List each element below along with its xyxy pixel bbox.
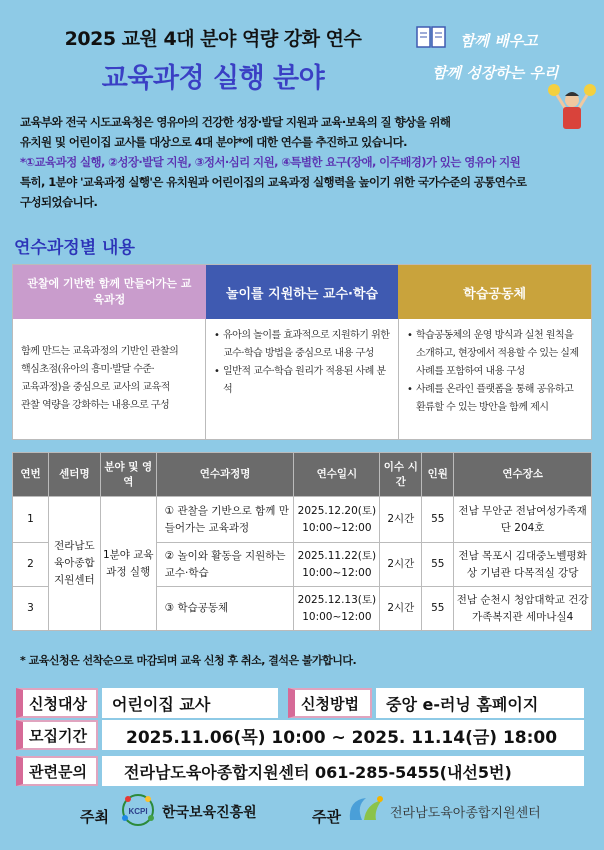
schedule-header-row [13, 453, 592, 497]
course-date: 2025.11.22(토) [297, 549, 377, 562]
book-icon [416, 24, 446, 50]
notice-text: * 교육신청은 선착순으로 마감되며 교육 신청 후 취소, 결석은 불가합니다. [20, 654, 357, 667]
organizer-org: 전라남도육아종합지원센터 [390, 806, 541, 821]
method-value: 중앙 e-러닝 홈페이지 [376, 688, 584, 718]
organizer-label: 주관 [312, 808, 341, 826]
course-hours: 2시간 [380, 497, 422, 543]
info-row-contact [16, 756, 592, 786]
row-number: 3 [13, 587, 49, 631]
section-title: 연수과정별 내용 [14, 238, 135, 258]
slogan-line2: 함께 성장하는 우리 [432, 64, 559, 82]
course-hours: 2시간 [380, 543, 422, 587]
program-col2-body [206, 319, 399, 439]
header-cell: 연수일시 [294, 453, 380, 497]
intro-line: 교육부와 전국 시도교육청은 영유아의 건강한 성장·발달 지원과 교육·보육의 질 향상을 위해 [20, 115, 451, 129]
program-col2-title: 놀이를 지원하는 교수·학습 [206, 265, 399, 319]
header-cell: 인원 [422, 453, 454, 497]
info-row-target-method [16, 688, 592, 718]
course-name: ① 관찰을 기반으로 함께 만들어가는 교육과정 [156, 497, 294, 543]
header-cell: 이수 시간 [380, 453, 422, 497]
table-row [13, 497, 592, 543]
program-col1-line: 함께 만드는 교육과정의 기반인 관찰의 [21, 346, 179, 357]
host-org: 한국보육진흥원 [162, 805, 257, 821]
course-time: 10:00~12:00 [302, 610, 372, 623]
program-col3-title: 학습공동체 [398, 265, 591, 319]
target-label: 신청대상 [16, 688, 98, 718]
contact-label: 관련문의 [16, 756, 98, 786]
row-number: 2 [13, 543, 49, 587]
program-col1-line: 핵심초점(유아의 흥미·발달 수준· [21, 364, 155, 375]
title-line2: 교육과정 실행 분야 [101, 63, 325, 94]
target-value: 어린이집 교사 [102, 688, 278, 718]
header-cell: 연번 [13, 453, 49, 497]
info-row-period [16, 720, 592, 750]
center-logo [346, 794, 386, 824]
course-time: 10:00~12:00 [302, 566, 372, 579]
program-content-table [12, 264, 592, 440]
course-people: 55 [422, 587, 454, 631]
program-col1-body [13, 319, 206, 439]
course-place: 전남 무안군 전남여성가족재단 204호 [454, 497, 592, 543]
course-name: ③ 학습공동체 [156, 587, 294, 631]
intro-line: 특히, 1분야 '교육과정 실행'은 유치원과 어린이집의 교육과정 실행력을 높이기 위한 국가수준의 공통연수로 [20, 175, 527, 189]
header-cell: 분야 및 영역 [100, 453, 156, 497]
intro-text [20, 112, 590, 212]
course-datetime [294, 543, 380, 587]
program-col3-body [399, 319, 591, 439]
schedule-table [12, 452, 592, 631]
course-time: 10:00~12:00 [302, 521, 372, 534]
period-label: 모집기간 [16, 720, 98, 750]
program-col2-item: • 일반적 교수·학습 원리가 적용된 사례 분석 [214, 363, 390, 399]
course-datetime [294, 587, 380, 631]
program-col1-line: 관찰 역량을 강화하는 내용으로 구성 [21, 400, 170, 411]
footer [0, 792, 604, 832]
program-col3-item: • 학습공동체의 운영 방식과 실천 원칙을 소개하고, 현장에서 적용할 수 있는 실제 사례를 포함하여 내용 구성 [407, 327, 583, 381]
course-datetime [294, 497, 380, 543]
title-line1: 2025 교원 4대 분야 역량 강화 연수 [64, 28, 362, 50]
program-col1-title: 관찰에 기반한 함께 만들어가는 교육과정 [13, 265, 206, 319]
course-people: 55 [422, 543, 454, 587]
center-name: 전라남도 육아종합 지원센터 [48, 497, 100, 631]
period-value: 2025.11.06(목) 10:00 ~ 2025. 11.14(금) 18:00 [102, 720, 584, 750]
course-people: 55 [422, 497, 454, 543]
program-col1-line: 교육과정)을 중심으로 교사의 교육적 [21, 382, 170, 393]
contact-value: 전라남도육아종합지원센터 061-285-5455(내선5번) [102, 756, 584, 786]
method-label: 신청방법 [288, 688, 372, 718]
header-cell: 센터명 [48, 453, 100, 497]
course-hours: 2시간 [380, 587, 422, 631]
course-name: ② 놀이와 활동을 지원하는 교수·학습 [156, 543, 294, 587]
intro-line: 유치원 및 어린이집 교사를 대상으로 4대 분야*에 대한 연수를 추진하고 있습니다. [20, 135, 407, 149]
header-cell: 연수과정명 [156, 453, 294, 497]
field-name: 1분야 교육과정 실행 [100, 497, 156, 631]
course-date: 2025.12.20(토) [297, 504, 377, 517]
program-col2-item: • 유아의 놀이를 효과적으로 지원하기 위한교수·학습 방법을 중심으로 내용 구성 [214, 327, 390, 363]
slogan-line1: 함께 배우고 [460, 32, 538, 50]
header-cell: 연수장소 [454, 453, 592, 497]
kcpi-logo-text: KCPI [128, 807, 148, 816]
course-date: 2025.12.13(토) [297, 593, 377, 606]
course-place: 전남 목포시 김대중노벨평화상 기념관 다목적실 강당 [454, 543, 592, 587]
intro-footnote: *①교육과정 실행, ②성장·발달 지원, ③정서·심리 지원, ④특별한 요구(장애, 이주배경)가 있는 영유아 지원 [20, 155, 521, 169]
program-col3-item: • 사례를 온라인 플랫폼을 통해 공유하고 환류할 수 있는 방안을 함께 제시 [407, 381, 583, 417]
intro-line: 구성되었습니다. [20, 195, 98, 209]
host-label: 주최 [80, 808, 109, 826]
kcpi-logo [120, 792, 156, 828]
course-place: 전남 순천시 청암대학교 건강가족복지관 세마나실4 [454, 587, 592, 631]
row-number: 1 [13, 497, 49, 543]
